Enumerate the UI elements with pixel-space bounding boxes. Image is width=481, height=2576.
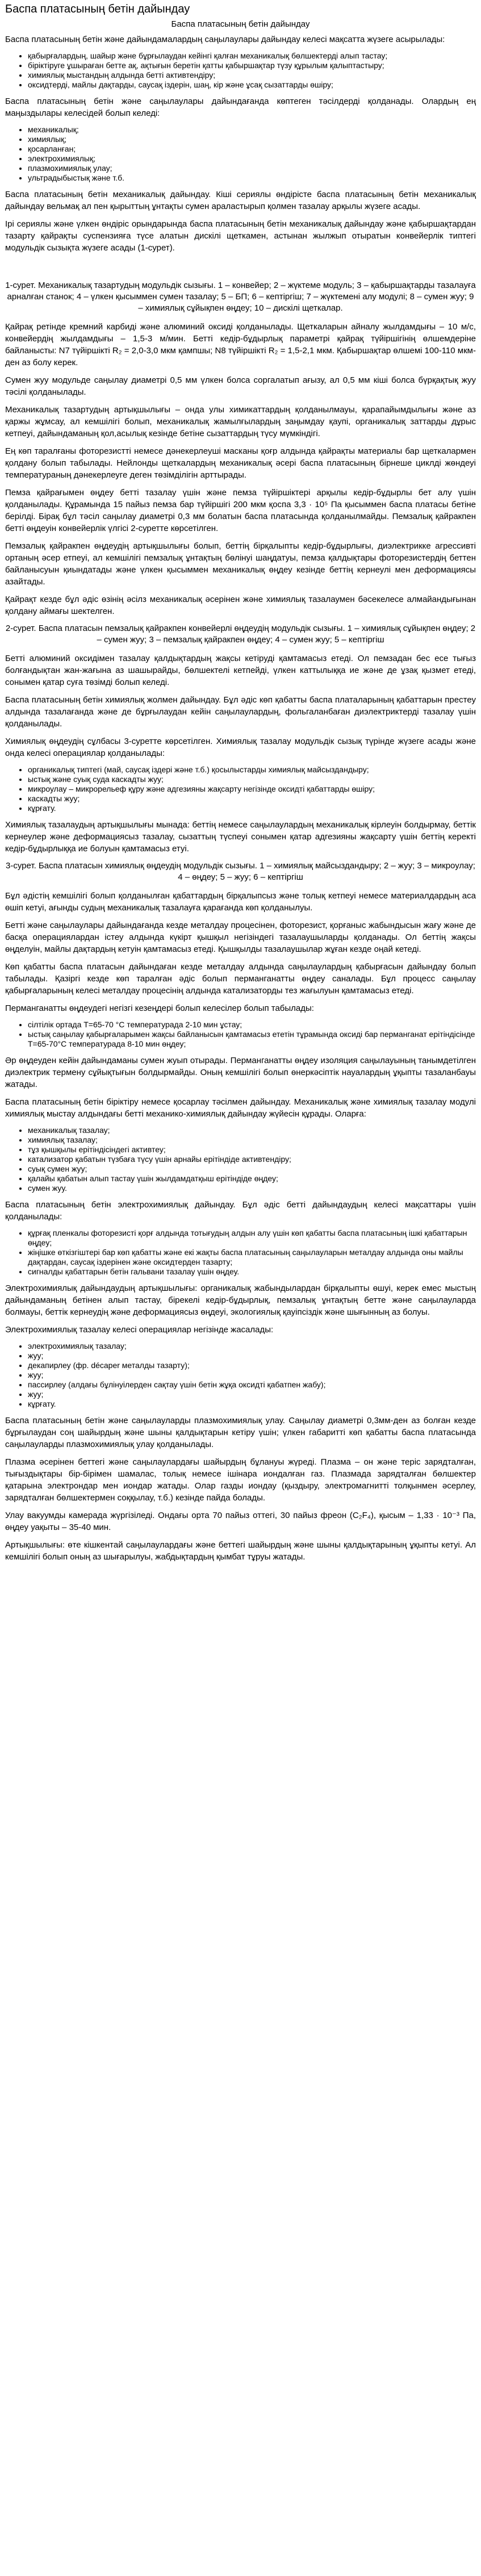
paragraph: Плазма әсерінен беттегі және саңылаулардағы шайырдың бұлануы жүреді. Плазма – он және теріс зарядталған, тығыздықтары бір-бірімен шамалас, толық немесе ішінара иондалған газ. Плазмада зарядталған бөлшектер қатарына электрондар мен иондар жатады. Олар газды иондау (қыздыру, электромагнитті толқынмен әсерлеу, зарядталған бөлшектермен соққылау, т.б.) кезінде пайда болады. bbox=[5, 1457, 476, 1503]
paragraph: Электрохимиялық тазалау келесі операциялар негізінде жасалады: bbox=[5, 1325, 274, 1335]
figure-caption: 3-сурет. Баспа платасын химиялық өңдеудің модульдік сызығы. 1 – химиялық майсыздандыру; 2 – жуу; 3 – микроулау; 4 – өңдеу; 5 – жуу; 6 – кептіргіш bbox=[6, 861, 475, 882]
list bbox=[5, 1020, 476, 1049]
paragraph: Ең көп таралғаны фоторезистті немесе дәнекерлеуші масканы қоғр алдында қайрақты материалы бар щеткалармен қолдану болып табылады. Нейлонды щеткалардың механикалық әсері баспа платасының бірнеше циклді жөндеуі температураның дәнекерлеуге деген төзімділігін арттырады. bbox=[5, 446, 476, 480]
list-item: • қосарланған; bbox=[28, 144, 476, 154]
list-item: • жуу; bbox=[28, 1390, 476, 1399]
list-item: • жуу; bbox=[28, 1351, 476, 1361]
figure-caption: 2-сурет. Баспа платасын пемзалық қайракпен конвейерлі өңдеудің модульдік сызығы. 1 – химиялық сұйықпен өңдеу; 2 – сумен жуу; 3 – пемзалық қайракпен өңдеу; 4 – сумен жуу; 5 – кептіргіш bbox=[5, 624, 476, 645]
list bbox=[5, 1228, 476, 1277]
list bbox=[5, 1341, 476, 1409]
paragraph: Баспа платасының бетін және дайындамалардың саңылаулары дайындау келесі мақсатта жүзеге асырылады: bbox=[5, 35, 445, 44]
list-item: • суық сумен жуу; bbox=[28, 1164, 476, 1174]
paragraph: Баспа платасының бетін электрохимиялық дайындау. Бұл әдіс бетті дайындаудың келесі мақсаттары үшін қолданылады: bbox=[5, 1200, 476, 1222]
paragraph: Ірі сериялы және үлкен өндіріс орындарында баспа платасының бетін механикалық дайындау және қабыршақтардан тазарту қайрақты суспензияға түсе алатын дискілі щеткамен, астынан жылжып отыратын конвейерлік типтегі модульдік сызықта жүзеге асады (1-сурет). bbox=[5, 219, 476, 253]
list-item: • плазмохимиялық улау; bbox=[28, 164, 476, 173]
paragraph: Баспа платасының бетін механикалық дайындау. Кіші сериялы өндірісте баспа платасының бетін механикалық дайындау вельмақ ал пен қырыттың ұнтақты сумен араластырып қолмен тазалау арқылы жүзеге асады. bbox=[5, 190, 476, 211]
list-item: • электрохимиялық; bbox=[28, 154, 476, 164]
list-item: • құрғақ пленкалы фоторезисті қорғ алдында тотығудың алдын алу үшін көп қабатты баспа платасының ішкі қабаттарын өңдеу; bbox=[28, 1228, 476, 1248]
list-item: • органикалық типтегі (май, саусақ іздері және т.б.) қосылыстарды химиялық майсыздандыру; bbox=[28, 765, 476, 775]
list-item: • ыстық және суық суда каскадты жуу; bbox=[28, 775, 476, 784]
page-title: Баспа платасының бетін дайындау bbox=[5, 3, 190, 15]
list bbox=[5, 765, 476, 813]
paragraph: Баспа платасының бетін біріктіру немесе қосарлау тәсілмен дайындау. Механикалық және химиялық тазалау модулі химиялық мыстау алдындағы бетті механико-химиялық дайындау жүйесін құрады. Оларға: bbox=[5, 1097, 476, 1119]
list-item: • сигналды қабаттарын бетін гальвани тазалау үшін өңдеу. bbox=[28, 1267, 476, 1277]
list-item: • жіңішке өткізгіштері бар көп қабатты және екі жақты баспа платасының саңылауларын металдау алдында оны майлы дақтардан, саусақ іздерінен және оксидтерден тазарту; bbox=[28, 1248, 476, 1267]
paragraph: Химиялық тазалаудың артықшылығы мынада: беттің немесе саңылаулардың механикалық кірлеуін болдырмау, беттік кернеулер және деформациясыз тазалау, сызаттың түспеуі сонымен қатар адгезияны жақсарту үшін беттің керекті кедір-бұдырлыққа ие болуын қамтамасыз етуі. bbox=[5, 820, 476, 854]
list bbox=[5, 1126, 476, 1193]
list-item: • сілтілік ортада Т=65-70 °С температурада 2-10 мин ұстау; bbox=[28, 1020, 476, 1030]
paragraph: Бұл әдістің кемшілігі болып қолданылған қабаттардың бірқалыпсыз және толық кетпеуі немесе материалдардың аса өшіп кетуі, ағынды судың механикалық тазалауға қарағанда көп қолданылуы. bbox=[5, 891, 476, 913]
list-item: • катализатор қабатын түзбаға түсу үшін арнайы ерітіндіде активтендіру; bbox=[28, 1155, 476, 1164]
list-item: • химиялық мыстандың алдында бетті активтендіру; bbox=[28, 70, 476, 80]
paragraph: Пемзалық қайракпен өңдеудің артықшылығы болып, беттің бірқалыпты кедір-бұдырлығы, диэлектрикке агрессивті ортаның әсер етпеуі, ал кемшілігі пемзалық ұнтақтың бөлінуі шаңдатуы, пемза қалдықтары фоторезистердің беттен байланысуын қиындатады және үлкен қысыммен механикалық өңдеу кезінде беттің кернеулі мен деформациясы азайтады. bbox=[5, 541, 476, 587]
list-item: • біріктіруге ұшыраған бетте ақ, ақтығын беретін қатты қабыршақтар түзу құрылым қалыптастыру; bbox=[28, 61, 476, 70]
list-item: • ультрадыбыстық және т.б. bbox=[28, 173, 476, 183]
list bbox=[5, 51, 476, 90]
paragraph: Перманганатты өңдеудегі негізгі кезеңдері болып келесілер болып табылады: bbox=[5, 1003, 314, 1013]
list-item: • электрохимиялық тазалау; bbox=[28, 1341, 476, 1351]
paragraph: Улау вакуумды камерада жүргізіледі. Ондағы орта 70 пайыз оттегі, 30 пайыз фреон (С₂F₄), қысым – 1,33 · 10⁻³ Па, өңдеу уақыты – 35-40 мин. bbox=[5, 1511, 476, 1532]
paragraph: Бетті және саңылаулары дайындағанда кезде металдау процесінен, фоторезист, қорғаныс жабындысын жағу және де басқа операциялардан істеу алдында күкірт қышқыл негізіндегі тазалаушыларды қолданады. Ол беттің жақсы өңделуін, майлы дақтардың кетуін қамтамасыз етеді. Қышқылды тазалаушылар жұған кезде оңай кетеді. bbox=[5, 921, 476, 954]
paragraph: Артықшылығы: өте кішкентай саңылаулардағы және беттегі шайырдың және шыны қалдықтарының ұқыпты кетуі. Ал кемшілігі болып оның аз шығарылуы, жабдықтардың қымбат тұруы жатады. bbox=[5, 1540, 476, 1562]
paragraph: Баспа платасының бетін және саңылаулары дайындағанда көптеген тәсілдерді қолданады. Олардың ең маңыздылары келесідей болып келеді: bbox=[5, 97, 476, 118]
paragraph: Электрохимиялық дайындаудың артықшылығы: органикалық жабындылардан бірқалыпты өшуі, керек емес мыстың дайындаманың бетінен алып тастау, бірекелі кедір-бұдырлық, пемзалық ұнтақтың бетте және саңылауларда болмауы, беттік кернеудің және деформациясыз өңдеуі, экологиялық қауіпсіздік және шығынның аз болуы. bbox=[5, 1283, 476, 1317]
list-item: • жуу; bbox=[28, 1370, 476, 1380]
paragraph: Баспа платасының бетін химиялық жолмен дайындау. Бұл әдіс көп қабатты баспа платаларының қабаттарын престеу алдында тазалағанда және де бұрғылаудан кейін саңылаулардың, фольгаланбаған диэлектриктерді тазалау үшін қолданылады. bbox=[5, 695, 476, 729]
list-item: • пассирлеу (алдағы бұлінуілерден сақтау үшін бетін жұқа оксидті қабатпен жабу); bbox=[28, 1380, 476, 1390]
paragraph: Көп қабатты баспа платасын дайындаған кезде металдау алдында саңылаулардың қабырғасын дайындау болып табылады. Қазіргі кезде көп таралған әдіс болып перманганатты өңдеу саналады. Бұл процесс саңылау қабырғаларының келесі металдау процесінің алдында катализаторды тез жағылуын қамтамасыз етеді. bbox=[5, 962, 476, 996]
list-item: • микроулау – микрорельеф құру және адгезияны жақсарту негізінде оксидті қабаттарды өшіру; bbox=[28, 784, 476, 794]
list-item: • қалайы қабатын алып тастау үшін жылдамдатқыш ерітіндіде өңдеу; bbox=[28, 1174, 476, 1184]
list-item: • каскадты жуу; bbox=[28, 794, 476, 804]
list-item: • кұрғату. bbox=[28, 1399, 476, 1409]
subtitle: Баспа платасының бетін дайындау bbox=[171, 19, 310, 29]
paragraph: Қайрақ ретінде кремний карбиді және алюминий оксиді қолданылады. Щеткаларын айналу жылдамдығы – 10 м/с, конвейердің жылдамдығы – 1,5-3 м/мин. Бетті кедір-бұдырлық параметрі қайрақ түйіршігінің өлшемдеріне байланысты: N7 түйіршікті R₂ = 2,0-3,0 мкм қампшы; N8 түйіршікті R₂ = 1,5-2,1 мкм. Қабыршақтар өлшемі 100-110 мкм-ден аз болу керек. bbox=[5, 322, 476, 367]
list-item: • қабырғалардың, шайыр және бұрғылаудан кейінгі қалған механикалық бөлшектерді алып тастау; bbox=[28, 51, 476, 61]
paragraph: Сумен жуу модульде саңылау диаметрі 0,5 мм үлкен болса соргалатып ағызу, ал 0,5 мм кіші болса бүрқақтық жуу тәсілі қолданылады. bbox=[5, 375, 476, 397]
figure-caption: 1-сурет. Механикалық тазартудың модульдік сызығы. 1 – конвейер; 2 – жүктеме модуль; 3 – қабыршақтарды тазалауға арналған станок; 4 – үлкен қысыммен сумен тазалау; 5 – БП; 6 – кептіргіш; 7 – жүктемені алу модулі; 8 – сумен жуу; 9 – химиялық сұйықпен өңдеу; 10 – дискілі щеткалар. bbox=[5, 281, 476, 313]
list-item: • декапирлеу (фр. décaper металды тазарту); bbox=[28, 1361, 476, 1370]
list-item: • оксидтерді, майлы дақтарды, саусақ іздерін, шаң, кір және ұсақ сызаттарды өшіру; bbox=[28, 80, 476, 90]
paragraph: Механикалық тазартудың артықшылығы – онда улы химикаттардың қолданылмауы, қарапайымдылығы және аз қаржы жұмсау, ал кемшілігі болып, механикалық жамылғылардың заңымдау қаупі, органикалық заттарды дұрыс кетпеуі, дайындаманың қол,асылық кезінде бетіне сызаттардың түсу мүмкіндігі. bbox=[5, 405, 476, 438]
list-item: • механикалық тазалау; bbox=[28, 1126, 476, 1135]
paragraph: Баспа платасының бетін және саңылауларды плазмохимиялық улау. Саңылау диаметрі 0,3мм-ден аз болған кезде бұрғылаудан соң шайырдың және шыны қалдықтарын кетіру үшін; үлкен габаритті көп қабатты баспа платасында саңылауларды плазмохимиялық улау қолданылады. bbox=[5, 1416, 476, 1449]
list-item: • механикалық; bbox=[28, 125, 476, 135]
list-item: • ыстық саңылау қабырғаларымен жақсы байланысын қамтамасыз ететін тұрамында оксиді бар перманганат ерітіндісінде Т=65-70°С температурада 8-10 мин өңдеу; bbox=[28, 1030, 476, 1049]
paragraph: Химиялық өңдеудің сұлбасы 3-суретте көрсетілген. Химиялық тазалау модульдік сызық түрінде жүзеге асады және онда келесі операциялар қолданылады: bbox=[5, 737, 476, 758]
paragraph: Әр өңдеуден кейін дайындаманы сумен жуып отырады. Перманганатты өңдеу изоляция саңылауының танымдетілген диэлектрик термену сұйықтығын болдырмайды. Оның кемшілігі болып өнеркәсіптік науалардың ұқыпты тазаланбауы жатады. bbox=[5, 1056, 476, 1089]
figure-1-placeholder bbox=[5, 260, 476, 277]
list-item: • кұрғату. bbox=[28, 804, 476, 813]
paragraph: Пемза қайрағымен өңдеу бетті тазалау үшін және пемза түйіршіктері арқылы кедір-бұдырлы бет алу үшін қолданылады. Құрамында 15 пайыз пемза бар түйіршігі 200 мкм қоспа 3,3 · 10⁵ Па қысыммен баспа платасы бетіне берілді. Бірақ бұл тәсіл саңылау диаметрі 0,3 мм болатын баспа платасында қолданылмайды. Пемзалық қайракпен бетті өңдеуін конвейерлік үлгісі 2-суретте көрсетілген. bbox=[5, 488, 476, 533]
list-item: • сумен жуу. bbox=[28, 1184, 476, 1193]
list-item: • химиялық тазалау; bbox=[28, 1135, 476, 1145]
paragraph: Қайрақт кезде бұл әдіс өзінің әсілз механикалық әсерінен және химиялық тазалаумен бәсекелесе алмайандығынан қолдану аймағы шектелген. bbox=[5, 595, 476, 616]
list-item: • химиялық; bbox=[28, 135, 476, 144]
list-item: • тұз қышқылы ерітіндісіндегі активтеу; bbox=[28, 1145, 476, 1155]
paragraph: Бетті алюминий оксидімен тазалау қалдықтардың жақсы кетіруді қамтамасыз етеді. Ол пемзадан бес есе тығыз болғандықтан жан-жағына аз шашырайды, бөлшектелі кетпейді, үлкен каттылыққа ие және де ұзақ қызмет етеді, сонымен қатар суға төзімді болып келеді. bbox=[5, 654, 476, 687]
list bbox=[5, 125, 476, 183]
